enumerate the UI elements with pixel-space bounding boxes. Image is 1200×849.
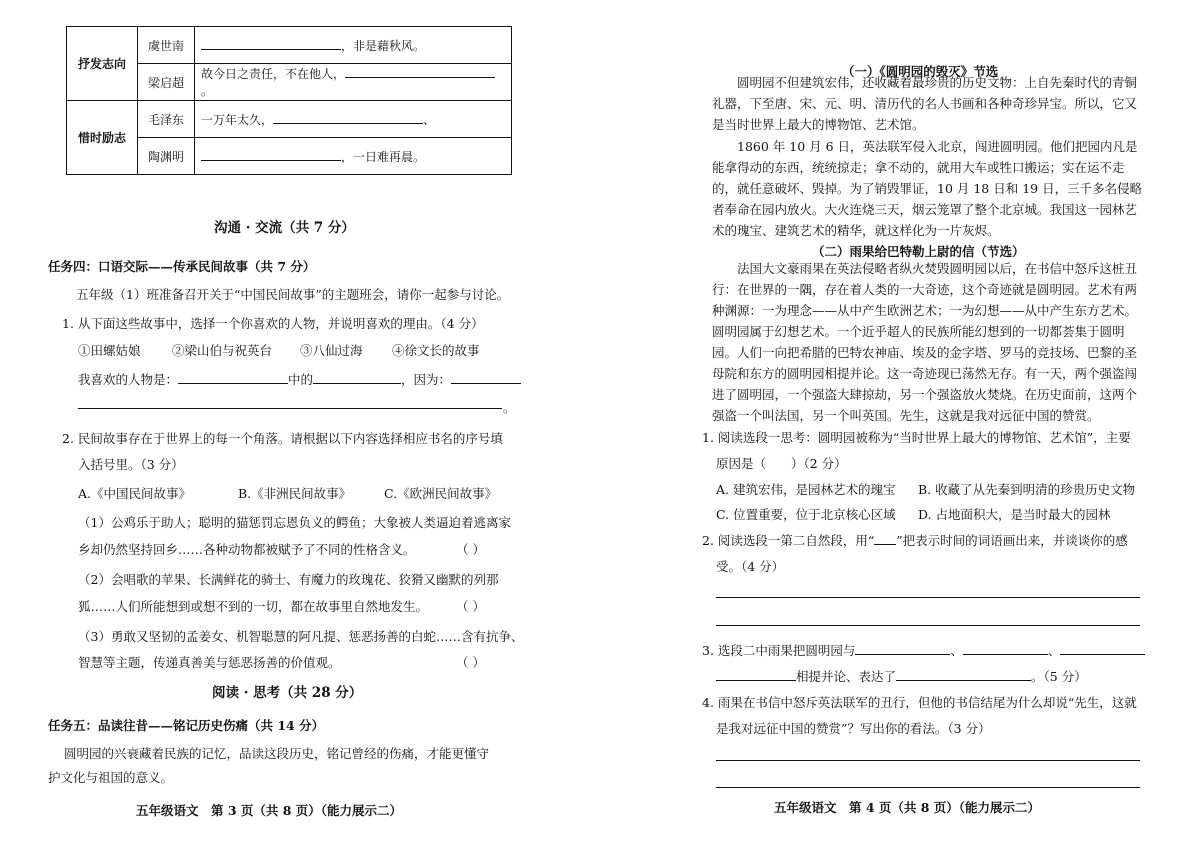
- task-intro-cont: 护文化与祖国的意义。: [48, 770, 174, 785]
- question-text: 。（5 分）: [1031, 669, 1087, 684]
- question-1-cont: 原因是（ ）（2 分）: [716, 456, 847, 471]
- page-footer: 五年级语文 第 4 页（共 8 页）（能力展示二）: [774, 800, 1041, 815]
- answer-blank[interactable]: [345, 65, 495, 78]
- question-4: 4. 雨果在书信中怒斥英法联军的丑行，但他的书信结尾为什么却说“先生，这就: [702, 695, 1137, 710]
- choice-option[interactable]: D. 占地面积大，是当时最大的园林: [918, 507, 1111, 522]
- answer-blank[interactable]: [963, 642, 1048, 655]
- option-item: ③八仙过海: [300, 343, 363, 358]
- fill-label: 我喜欢的人物是：: [78, 372, 179, 387]
- excerpt-title: （一）《圆明园的毁灭》节选: [842, 64, 999, 79]
- question-2: [702, 531, 1128, 549]
- answer-line[interactable]: [78, 408, 502, 409]
- question-text: ”把表示时间的词语画出来，并谈谈你的感: [896, 533, 1128, 548]
- section-heading: 阅读 · 思考（共 28 分）: [212, 685, 363, 701]
- excerpt-paragraph: 圆明园不但建筑宏伟，还收藏着最珍贵的历史文物：上自先秦时代的青铜礼器，下至唐、宋、元、明、清历代的名人书画和各种奇珍异宝。所以，它又是当时世界上最大的博物馆、艺术馆。: [712, 75, 1138, 132]
- question-2: 2. 民间故事存在于世界上的每一个角落。请根据以下内容选择相应书名的序号填: [62, 431, 503, 446]
- fill-label: 中的: [288, 372, 314, 387]
- right-page: [600, 0, 1200, 849]
- verse-cell: [195, 138, 512, 175]
- answer-blank[interactable]: [201, 148, 341, 161]
- sub-question: （1）公鸡乐于助人；聪明的猫惩罚忘恩负义的鳄鱼；大象被人类逼迫着逃离家: [78, 515, 511, 530]
- category-cell: 惜时励志: [67, 101, 138, 175]
- book-option: A.《中国民间故事》: [78, 486, 192, 501]
- verse-suffix: 、: [423, 112, 436, 127]
- answer-blank[interactable]: [716, 668, 796, 681]
- sub-question-cont: 乡却仍然坚持回乡……各种动物都被赋予了不同的性格含义。: [78, 542, 416, 557]
- separator: 、: [950, 643, 963, 658]
- question-text: 3. 选段二中雨果把圆明园与: [702, 643, 856, 658]
- book-option: B.《非洲民间故事》: [238, 486, 352, 501]
- answer-blank[interactable]: [201, 37, 341, 50]
- task-intro: 五年级（1）班准备召开关于“中国民间故事”的主题班会，请你一起参与讨论。: [76, 287, 510, 302]
- answer-paren[interactable]: （ ）: [456, 599, 485, 614]
- sub-question: （2）会唱歌的苹果、长满鲜花的骑士、有魔力的玫瑰花、狡猾又幽默的列那: [78, 572, 499, 587]
- verse-prefix: 故今日之责任，不在他人，: [201, 67, 346, 81]
- choice-option[interactable]: A. 建筑宏伟，是园林艺术的瑰宝: [716, 482, 896, 497]
- excerpt-title: （二）雨果给巴特勒上尉的信（节选）: [812, 244, 1025, 259]
- verse-cell: [195, 64, 512, 101]
- question-1: 1. 从下面这些故事中，选择一个你喜欢的人物，并说明喜欢的理由。（4 分）: [62, 316, 484, 331]
- task-heading: 任务四：口语交际——传承民间故事（共 7 分）: [48, 259, 316, 274]
- verse-cell: [195, 101, 512, 138]
- answer-blank[interactable]: [1060, 642, 1145, 655]
- task-intro: 圆明园的兴衰藏着民族的记忆，品读这段历史，铭记曾经的伤痛，才能更懂守: [64, 746, 490, 761]
- question-text: 2. 阅读选段一第二自然段，用“: [702, 533, 875, 548]
- answer-line[interactable]: [716, 787, 1140, 788]
- excerpt-paragraph: 法国大文豪雨果在英法侵略者纵火焚毁圆明园以后，在书信中怒斥这桩丑行：在世界的一隅，存在着人类的一大奇迹，这个奇迹就是圆明园。艺术有两种渊源：一为理念——从中产生欧洲艺术；一为幻想——从中产生东方艺术。圆明园属于幻想艺术。一个近乎超人的民族所能幻想到的一切都荟集于圆明园。人们一向把希腊的巴特农神庙、埃及的金字塔、罗马的竞技场、巴黎的圣母院和东方的圆明园相提并论。这一奇迹现已荡然无存。有一天，两个强盗闯进了圆明园，一个强盗大肆掠劫，另一个强盗放火焚烧。在历史面前，这两个强盗一个叫法国，另一个叫英国。先生，这就是我对远征中国的赞赏。: [712, 261, 1138, 423]
- table-row: [67, 101, 512, 138]
- verse-suffix: 。: [201, 84, 214, 98]
- option-item: ②梁山伯与祝英台: [172, 343, 273, 358]
- verse-suffix: ，一日难再晨。: [341, 149, 426, 164]
- task-heading: 任务五：品读往昔——铭记历史伤痛（共 14 分）: [48, 718, 325, 733]
- question-1: 1. 阅读选段一思考：圆明园被称为“当时世界上最大的博物馆、艺术馆”，主要: [702, 430, 1131, 445]
- verse-suffix: ，非是藉秋风。: [341, 38, 426, 53]
- underline-sample: [874, 532, 896, 545]
- answer-blank[interactable]: [855, 642, 950, 655]
- author-cell: 虞世南: [138, 27, 195, 64]
- answer-blank[interactable]: [896, 668, 1031, 681]
- answer-paren[interactable]: （ ）: [456, 542, 485, 557]
- question-text: 相提并论、表达了: [796, 669, 897, 684]
- answer-blank[interactable]: [451, 371, 521, 384]
- fill-label: ，因为：: [401, 372, 452, 387]
- question-3-cont: [716, 667, 1087, 685]
- author-cell: 毛泽东: [138, 101, 195, 138]
- excerpt-paragraph: 1860 年 10 月 6 日，英法联军侵入北京，闯进圆明园。他们把园内凡是能拿得动的东西，统统掠走；拿不动的，就用大车或牲口搬运；实在运不走的，就任意破坏、毁掉。为了销毁罪证，10 月 18 日和 19 日，三千多名侵略者奉命在园内放火。大火连烧三天，烟云笼罩了整个北京城。我国这一园林艺术的瑰宝、建筑艺术的精华，就这样化为一片灰烬。: [712, 139, 1143, 238]
- choice-option[interactable]: B. 收藏了从先秦到明清的珍贵历史文物: [918, 482, 1136, 497]
- page-footer: 五年级语文 第 3 页（共 8 页）（能力展示二）: [136, 803, 403, 818]
- category-cell: 抒发志向: [67, 27, 138, 101]
- verse-cell: [195, 27, 512, 64]
- book-option: C.《欧洲民间故事》: [384, 486, 498, 501]
- question-2-cont: 受。（4 分）: [716, 559, 785, 574]
- section-heading: 沟通 · 交流（共 7 分）: [214, 220, 355, 236]
- answer-blank[interactable]: [273, 111, 423, 124]
- question-2-cont: 入括号里。（3 分）: [78, 457, 184, 472]
- answer-line: [78, 370, 521, 388]
- option-item: ④徐文长的故事: [392, 343, 480, 358]
- period-mark: 。: [503, 400, 516, 415]
- question-3: [702, 641, 1145, 659]
- answer-blank[interactable]: [313, 371, 401, 384]
- answer-paren[interactable]: （ ）: [456, 655, 485, 670]
- poem-fill-table: [66, 26, 512, 175]
- separator: 、: [1047, 643, 1061, 658]
- verse-prefix: 一万年太久，: [201, 112, 274, 127]
- sub-question-cont: 智慧等主题，传递真善美与惩恶扬善的价值观。: [78, 655, 341, 670]
- table-row: [67, 27, 512, 64]
- sub-question-cont: 狐……人们所能想到或想不到的一切，都在故事里自然地发生。: [78, 599, 429, 614]
- answer-blank[interactable]: [178, 371, 288, 384]
- answer-line[interactable]: [716, 597, 1140, 598]
- option-item: ①田螺姑娘: [78, 343, 141, 358]
- author-cell: 陶渊明: [138, 138, 195, 175]
- author-cell: 梁启超: [138, 64, 195, 101]
- sub-question: （3）勇敢又坚韧的孟姜女、机智聪慧的阿凡提、惩恶扬善的白蛇……含有抗争、: [78, 629, 524, 644]
- choice-option[interactable]: C. 位置重要，位于北京核心区域: [716, 507, 896, 522]
- answer-line[interactable]: [716, 760, 1140, 761]
- answer-line[interactable]: [716, 625, 1140, 626]
- question-4-cont: 是我对远征中国的赞赏”？写出你的看法。（3 分）: [716, 721, 991, 736]
